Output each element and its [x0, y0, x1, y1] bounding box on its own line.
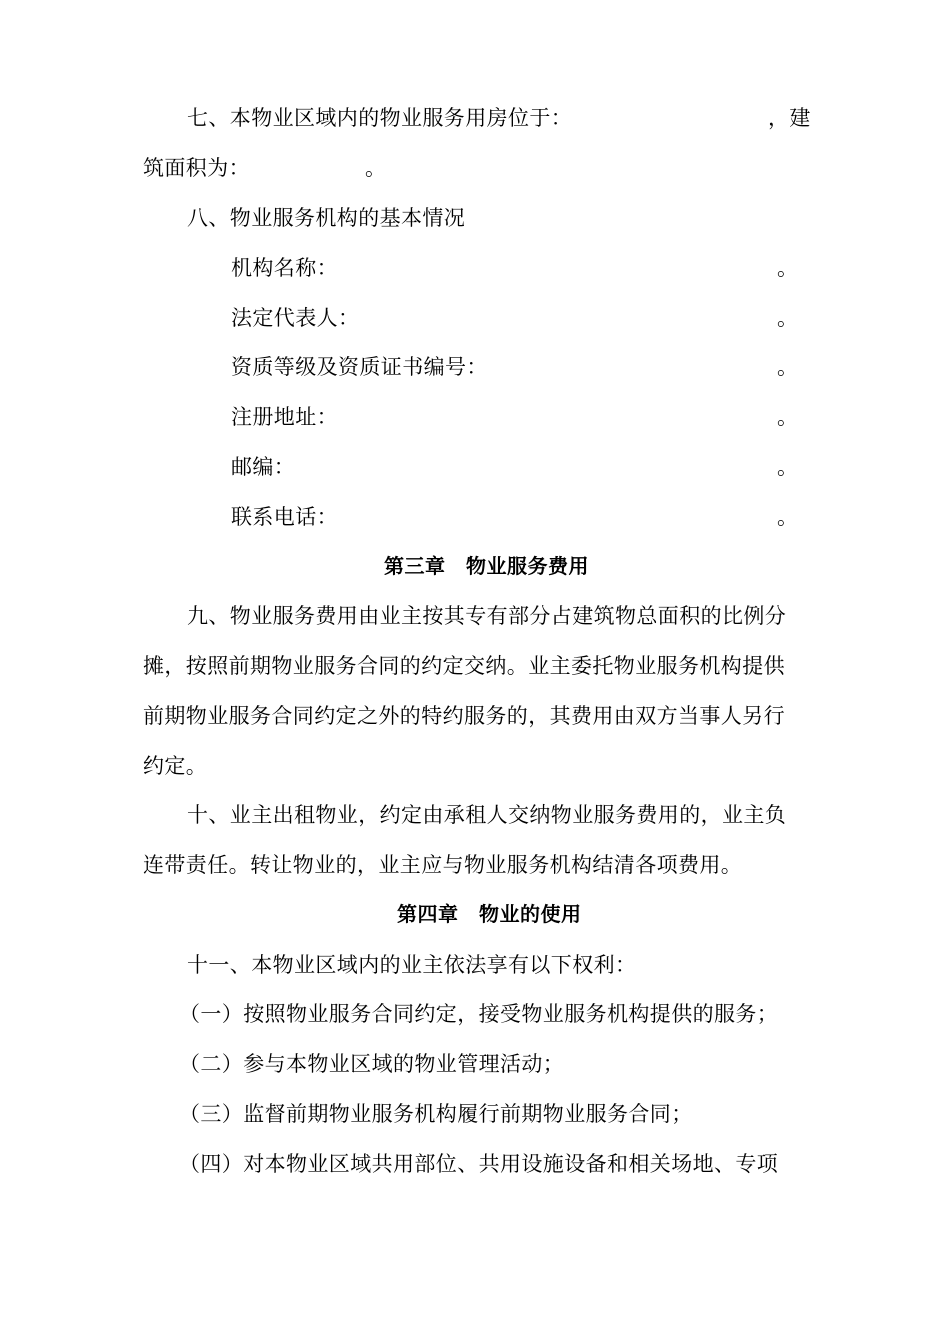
field-phone-label: 联系电话：	[231, 505, 338, 529]
p11-item-3: （三）监督前期物业服务机构履行前期物业服务合同；	[179, 1102, 693, 1126]
chapter4-heading: 第四章 物业的使用	[397, 902, 582, 926]
field-address-label: 注册地址：	[231, 405, 338, 429]
p10-line2: 连带责任。转让物业的，业主应与物业服务机构结清各项费用。	[143, 853, 743, 877]
field-legal-rep-period: 。	[777, 306, 798, 330]
field-postcode-period: 。	[777, 455, 798, 479]
p10-line1: 十、业主出租物业，约定由承租人交纳物业服务费用的，业主负	[187, 803, 787, 827]
field-org-name-period: 。	[777, 256, 798, 280]
field-qualification-label: 资质等级及资质证书编号：	[231, 355, 488, 379]
section7-line1-end: ，建	[768, 106, 811, 130]
p11-intro: 十一、本物业区域内的业主依法享有以下权利：	[187, 953, 637, 977]
p9-line3: 前期物业服务合同约定之外的特约服务的，其费用由双方当事人另行	[143, 704, 785, 728]
p11-item-1: （一）按照物业服务合同约定，接受物业服务机构提供的服务；	[179, 1002, 779, 1026]
p9-line2: 摊，按照前期物业服务合同的约定交纳。业主委托物业服务机构提供	[143, 654, 785, 678]
section7-line1: 七、本物业区域内的物业服务用房位于：	[187, 106, 573, 130]
field-qualification-period: 。	[777, 355, 798, 379]
p11-item-4: （四）对本物业区域共用部位、共用设施设备和相关场地、专项	[179, 1152, 779, 1176]
p11-item-2: （二）参与本物业区域的物业管理活动；	[179, 1052, 565, 1076]
field-org-name-label: 机构名称：	[231, 256, 338, 280]
field-legal-rep-label: 法定代表人：	[231, 306, 360, 330]
field-postcode-label: 邮编：	[231, 455, 296, 479]
section8-title: 八、物业服务机构的基本情况	[187, 206, 466, 230]
section7-line2-period: 。	[365, 156, 386, 180]
section7-line2: 筑面积为：	[143, 156, 250, 180]
field-phone-period: 。	[777, 505, 798, 529]
p9-line4: 约定。	[143, 754, 208, 778]
field-address-period: 。	[777, 405, 798, 429]
p9-line1: 九、物业服务费用由业主按其专有部分占建筑物总面积的比例分	[187, 604, 787, 628]
chapter3-heading: 第三章 物业服务费用	[384, 554, 589, 578]
